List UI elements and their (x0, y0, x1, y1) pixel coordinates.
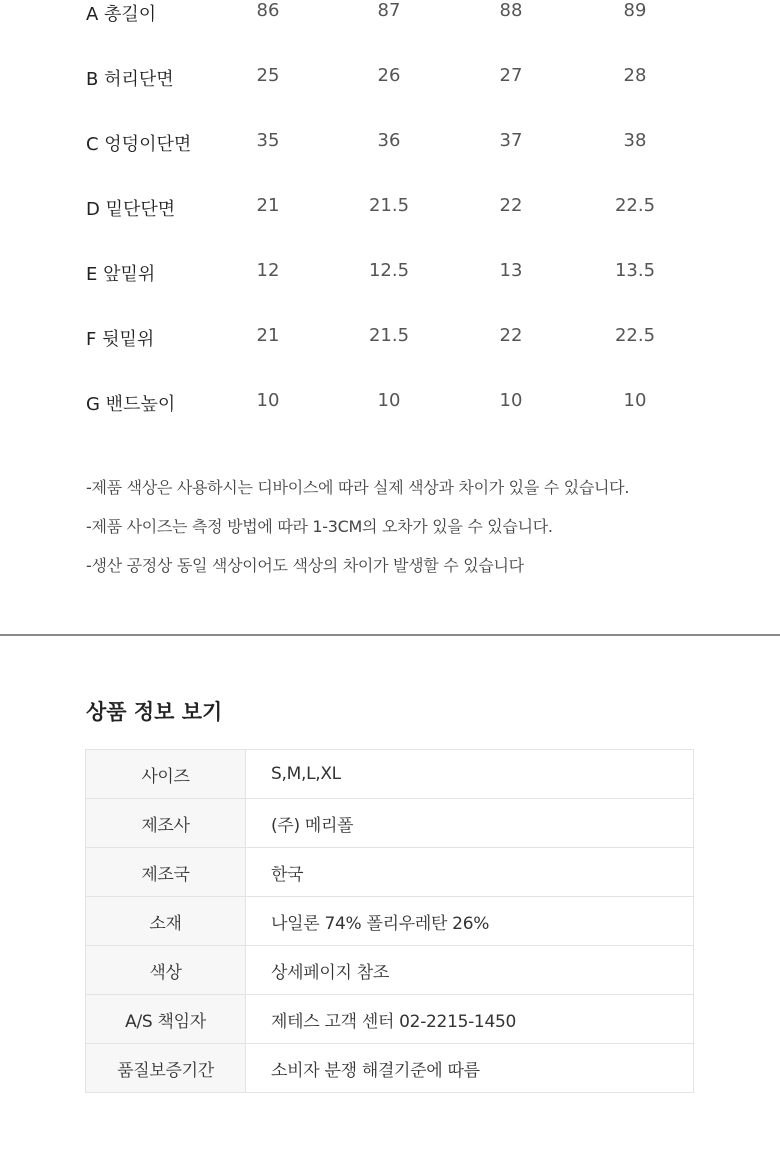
info-value: S,M,L,XL (246, 750, 694, 799)
notice-item: -제품 사이즈는 측정 방법에 따라 1-3CM의 오차가 있을 수 있습니다. (86, 517, 553, 536)
product-info-table (85, 749, 694, 1093)
size-value: 88 (499, 0, 523, 21)
size-row-label: F 뒷밑위 (86, 329, 155, 350)
size-value: 22.5 (614, 195, 656, 216)
size-value: 10 (499, 390, 523, 411)
size-value: 26 (377, 65, 401, 86)
size-value: 25 (256, 65, 280, 86)
size-value: 36 (377, 130, 401, 151)
table-row (86, 946, 694, 995)
size-value: 12.5 (368, 260, 410, 281)
size-row-c (0, 130, 780, 160)
size-value: 27 (499, 65, 523, 86)
notice-list (86, 468, 726, 585)
size-row-label: B 허리단면 (86, 69, 174, 90)
size-row-g (0, 390, 780, 420)
size-value: 86 (256, 0, 280, 21)
size-value: 13 (499, 260, 523, 281)
size-value: 21 (256, 195, 280, 216)
size-value: 13.5 (614, 260, 656, 281)
info-key: A/S 책임자 (86, 995, 246, 1044)
info-value: 상세페이지 참조 (246, 946, 694, 995)
size-value: 12 (256, 260, 280, 281)
size-value: 22 (499, 195, 523, 216)
size-row-a (0, 0, 780, 30)
table-row (86, 799, 694, 848)
size-row-d (0, 195, 780, 225)
size-value: 35 (256, 130, 280, 151)
size-value: 21 (256, 325, 280, 346)
table-row (86, 848, 694, 897)
info-key: 사이즈 (86, 750, 246, 799)
info-value: 소비자 분쟁 해결기준에 따름 (246, 1044, 694, 1093)
notice-item: -제품 색상은 사용하시는 디바이스에 따라 실제 색상과 차이가 있을 수 있습니다. (86, 478, 630, 497)
table-row (86, 1044, 694, 1093)
size-value: 37 (499, 130, 523, 151)
table-row (86, 897, 694, 946)
info-key: 색상 (86, 946, 246, 995)
size-value: 10 (377, 390, 401, 411)
size-row-b (0, 65, 780, 95)
size-row-label: A 총길이 (86, 4, 157, 25)
notice-item: -생산 공정상 동일 색상이어도 색상의 차이가 발생할 수 있습니다 (86, 556, 524, 575)
info-value: 제테스 고객 센터 02-2215-1450 (246, 995, 694, 1044)
info-key: 품질보증기간 (86, 1044, 246, 1093)
size-value: 87 (377, 0, 401, 21)
info-value: (주) 메리폴 (246, 799, 694, 848)
info-key: 소재 (86, 897, 246, 946)
size-value: 22 (499, 325, 523, 346)
info-key: 제조사 (86, 799, 246, 848)
size-value: 21.5 (368, 195, 410, 216)
table-row (86, 995, 694, 1044)
size-row-e (0, 260, 780, 290)
size-row-label: D 밑단단면 (86, 199, 176, 220)
size-row-label: C 엉덩이단면 (86, 134, 192, 155)
info-key: 제조국 (86, 848, 246, 897)
table-row (86, 750, 694, 799)
size-value: 10 (256, 390, 280, 411)
info-value: 나일론 74% 폴리우레탄 26% (246, 897, 694, 946)
size-value: 28 (623, 65, 647, 86)
size-row-label: G 밴드높이 (86, 394, 176, 415)
size-value: 89 (623, 0, 647, 21)
size-row-f (0, 325, 780, 355)
section-divider (0, 634, 780, 636)
size-value: 21.5 (368, 325, 410, 346)
product-info-title: 상품 정보 보기 (86, 700, 223, 724)
size-row-label: E 앞밑위 (86, 264, 156, 285)
size-value: 10 (623, 390, 647, 411)
info-value: 한국 (246, 848, 694, 897)
size-value: 22.5 (614, 325, 656, 346)
size-value: 38 (623, 130, 647, 151)
